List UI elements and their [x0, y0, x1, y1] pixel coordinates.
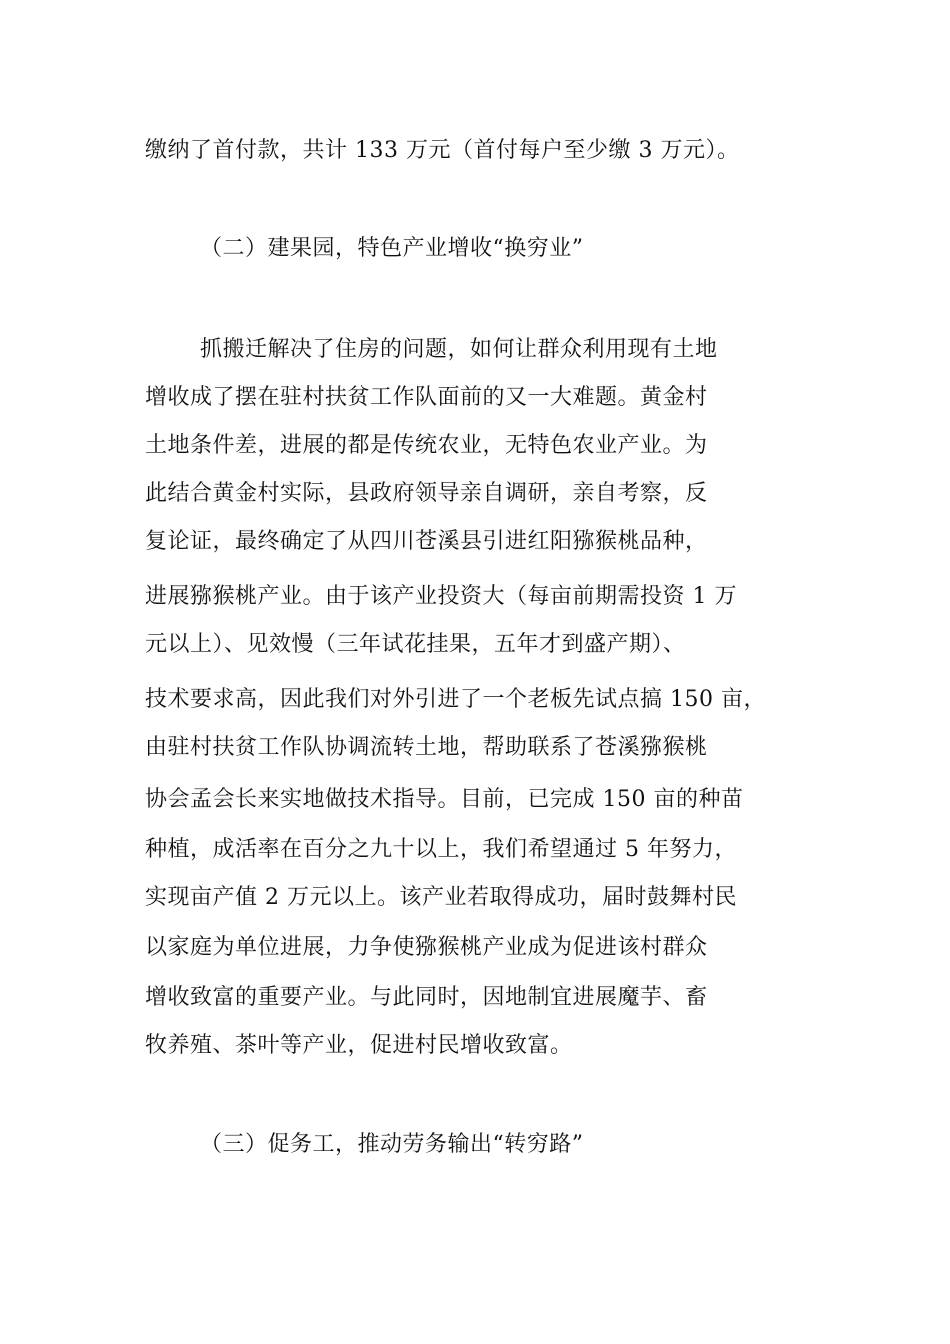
paragraph-line: 牧养殖、茶叶等产业，促进村民增收致富。: [145, 1033, 573, 1058]
paragraph-line: 实现亩产值 2 万元以上。该产业若取得成功，届时鼓舞村民: [145, 885, 737, 910]
paragraph-line: 技术要求高，因此我们对外引进了一个老板先试点搞 150 亩，: [145, 687, 766, 712]
paragraph-line: 此结合黄金村实际，县政府领导亲自调研，亲自考察，反: [145, 481, 708, 506]
intro-line: 缴纳了首付款，共计 133 万元（首付每户至少缴 3 万元）。: [145, 138, 740, 163]
paragraph-line: 种植，成活率在百分之九十以上，我们希望通过 5 年努力，: [145, 837, 737, 862]
paragraph-line: 抓搬迁解决了住房的问题，如何让群众利用现有土地: [200, 337, 718, 362]
paragraph-line: 进展猕猴桃产业。由于该产业投资大（每亩前期需投资 1 万: [145, 584, 737, 609]
section-heading-2: （二）建果园，特色产业增收“换穷业”: [200, 236, 584, 261]
paragraph-line: 复论证，最终确定了从四川苍溪县引进红阳猕猴桃品种，: [145, 529, 708, 554]
paragraph-line: 增收致富的重要产业。与此同时，因地制宜进展魔芋、畜: [145, 985, 708, 1010]
paragraph-line: 协会孟会长来实地做技术指导。目前，已完成 150 亩的种苗: [145, 787, 744, 812]
paragraph-line: 增收成了摆在驻村扶贫工作队面前的又一大难题。黄金村: [145, 385, 708, 410]
paragraph-line: 元以上）、见效慢（三年试花挂果，五年才到盛产期）、: [145, 632, 686, 657]
paragraph-line: 以家庭为单位进展，力争使猕猴桃产业成为促进该村群众: [145, 935, 708, 960]
paragraph-line: 由驻村扶贫工作队协调流转土地，帮助联系了苍溪猕猴桃: [145, 735, 708, 760]
section-heading-3: （三）促务工，推动劳务输出“转穷路”: [200, 1132, 584, 1157]
paragraph-line: 土地条件差，进展的都是传统农业，无特色农业产业。为: [145, 433, 708, 458]
